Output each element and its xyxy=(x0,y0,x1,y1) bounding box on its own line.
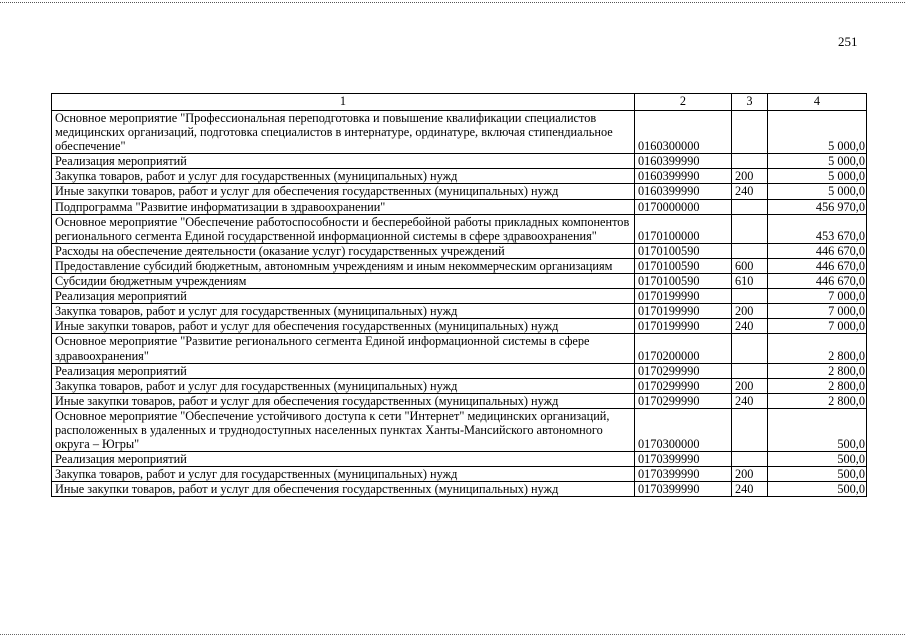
table-row xyxy=(52,467,867,482)
scan-edge-top xyxy=(0,2,905,5)
row-name: Реализация мероприятий xyxy=(52,363,635,378)
row-name: Основное мероприятие "Обеспечение работоспособности и бесперебойной работы прикладных компонентов регионального сегмента Единой государственной информационной системы в сфере здравоохранения" xyxy=(52,214,635,243)
row-amount: 5 000,0 xyxy=(768,169,867,184)
row-amount: 5 000,0 xyxy=(768,154,867,169)
row-name: Основное мероприятие "Профессиональная переподготовка и повышение квалификации специалистов медицинских организаций, подготовка специалистов в интернатуре, ординатуре, включая стипендиальное обеспечение" xyxy=(52,111,635,154)
row-code: 0170100590 xyxy=(635,243,732,258)
table-row xyxy=(52,169,867,184)
row-code: 0170100590 xyxy=(635,258,732,273)
row-type: 240 xyxy=(732,319,768,334)
table-row xyxy=(52,154,867,169)
table-row xyxy=(52,184,867,199)
row-amount: 446 670,0 xyxy=(768,243,867,258)
table-row xyxy=(52,408,867,451)
row-name: Реализация мероприятий xyxy=(52,289,635,304)
row-code: 0170299990 xyxy=(635,363,732,378)
row-amount: 446 670,0 xyxy=(768,274,867,289)
row-code: 0170399990 xyxy=(635,452,732,467)
row-name: Иные закупки товаров, работ и услуг для обеспечения государственных (муниципальных) нужд xyxy=(52,184,635,199)
row-name: Реализация мероприятий xyxy=(52,154,635,169)
row-name: Закупка товаров, работ и услуг для государственных (муниципальных) нужд xyxy=(52,467,635,482)
row-name: Субсидии бюджетным учреждениям xyxy=(52,274,635,289)
table-row xyxy=(52,258,867,273)
row-name: Иные закупки товаров, работ и услуг для обеспечения государственных (муниципальных) нужд xyxy=(52,393,635,408)
table-row xyxy=(52,393,867,408)
row-type: 240 xyxy=(732,393,768,408)
row-type xyxy=(732,334,768,363)
table-row xyxy=(52,274,867,289)
row-name: Иные закупки товаров, работ и услуг для обеспечения государственных (муниципальных) нужд xyxy=(52,482,635,497)
row-name: Закупка товаров, работ и услуг для государственных (муниципальных) нужд xyxy=(52,304,635,319)
row-type: 200 xyxy=(732,378,768,393)
row-amount: 7 000,0 xyxy=(768,289,867,304)
row-code: 0160399990 xyxy=(635,184,732,199)
page-number: 251 xyxy=(838,34,858,49)
row-amount: 453 670,0 xyxy=(768,214,867,243)
table-row xyxy=(52,289,867,304)
row-code: 0170399990 xyxy=(635,467,732,482)
row-amount: 446 670,0 xyxy=(768,258,867,273)
row-code: 0170399990 xyxy=(635,482,732,497)
row-type xyxy=(732,452,768,467)
row-type xyxy=(732,214,768,243)
table-header-row xyxy=(52,94,867,111)
row-amount: 500,0 xyxy=(768,467,867,482)
row-name: Основное мероприятие "Развитие регионального сегмента Единой информационной системы в сфере здравоохранения" xyxy=(52,334,635,363)
row-amount: 2 800,0 xyxy=(768,363,867,378)
row-type xyxy=(732,408,768,451)
row-code: 0170199990 xyxy=(635,289,732,304)
row-amount: 500,0 xyxy=(768,482,867,497)
row-name: Предоставление субсидий бюджетным, автономным учреждениям и иным некоммерческим организациям xyxy=(52,258,635,273)
row-code: 0170200000 xyxy=(635,334,732,363)
row-type xyxy=(732,111,768,154)
row-amount: 456 970,0 xyxy=(768,199,867,214)
table-row xyxy=(52,243,867,258)
row-amount: 2 800,0 xyxy=(768,378,867,393)
row-type xyxy=(732,154,768,169)
row-amount: 500,0 xyxy=(768,452,867,467)
row-code: 0170100590 xyxy=(635,274,732,289)
row-code: 0170199990 xyxy=(635,319,732,334)
table-row xyxy=(52,319,867,334)
row-code: 0170100000 xyxy=(635,214,732,243)
row-amount: 5 000,0 xyxy=(768,111,867,154)
row-code: 0170000000 xyxy=(635,199,732,214)
row-code: 0170300000 xyxy=(635,408,732,451)
row-amount: 5 000,0 xyxy=(768,184,867,199)
row-type: 200 xyxy=(732,304,768,319)
row-name: Подпрограмма "Развитие информатизации в здравоохранении" xyxy=(52,199,635,214)
row-type: 200 xyxy=(732,467,768,482)
row-type: 240 xyxy=(732,184,768,199)
row-code: 0170199990 xyxy=(635,304,732,319)
budget-table xyxy=(51,93,867,497)
row-name: Основное мероприятие "Обеспечение устойчивого доступа к сети "Интернет" медицинских организаций, расположенных в удаленных и труднодоступных населенных пунктах Ханты-Мансийского автономного округа – Югры" xyxy=(52,408,635,451)
row-type: 600 xyxy=(732,258,768,273)
header-col-3: 3 xyxy=(732,94,768,111)
row-type: 240 xyxy=(732,482,768,497)
table-row xyxy=(52,214,867,243)
table-row xyxy=(52,111,867,154)
table-row xyxy=(52,304,867,319)
row-amount: 500,0 xyxy=(768,408,867,451)
row-type xyxy=(732,289,768,304)
row-type xyxy=(732,243,768,258)
header-col-4: 4 xyxy=(768,94,867,111)
table-row xyxy=(52,378,867,393)
row-amount: 2 800,0 xyxy=(768,393,867,408)
row-type xyxy=(732,363,768,378)
row-name: Закупка товаров, работ и услуг для государственных (муниципальных) нужд xyxy=(52,378,635,393)
row-name: Реализация мероприятий xyxy=(52,452,635,467)
table-row xyxy=(52,482,867,497)
row-name: Расходы на обеспечение деятельности (оказание услуг) государственных учреждений xyxy=(52,243,635,258)
row-code: 0160300000 xyxy=(635,111,732,154)
scan-edge-bottom xyxy=(0,634,905,637)
row-name: Закупка товаров, работ и услуг для государственных (муниципальных) нужд xyxy=(52,169,635,184)
header-col-1: 1 xyxy=(52,94,635,111)
row-amount: 7 000,0 xyxy=(768,304,867,319)
row-type: 200 xyxy=(732,169,768,184)
row-amount: 2 800,0 xyxy=(768,334,867,363)
row-name: Иные закупки товаров, работ и услуг для обеспечения государственных (муниципальных) нужд xyxy=(52,319,635,334)
table-row xyxy=(52,452,867,467)
table-row xyxy=(52,199,867,214)
table-row xyxy=(52,334,867,363)
row-code: 0160399990 xyxy=(635,169,732,184)
row-amount: 7 000,0 xyxy=(768,319,867,334)
row-code: 0170299990 xyxy=(635,378,732,393)
row-type: 610 xyxy=(732,274,768,289)
row-code: 0160399990 xyxy=(635,154,732,169)
header-col-2: 2 xyxy=(635,94,732,111)
row-code: 0170299990 xyxy=(635,393,732,408)
table-row xyxy=(52,363,867,378)
row-type xyxy=(732,199,768,214)
